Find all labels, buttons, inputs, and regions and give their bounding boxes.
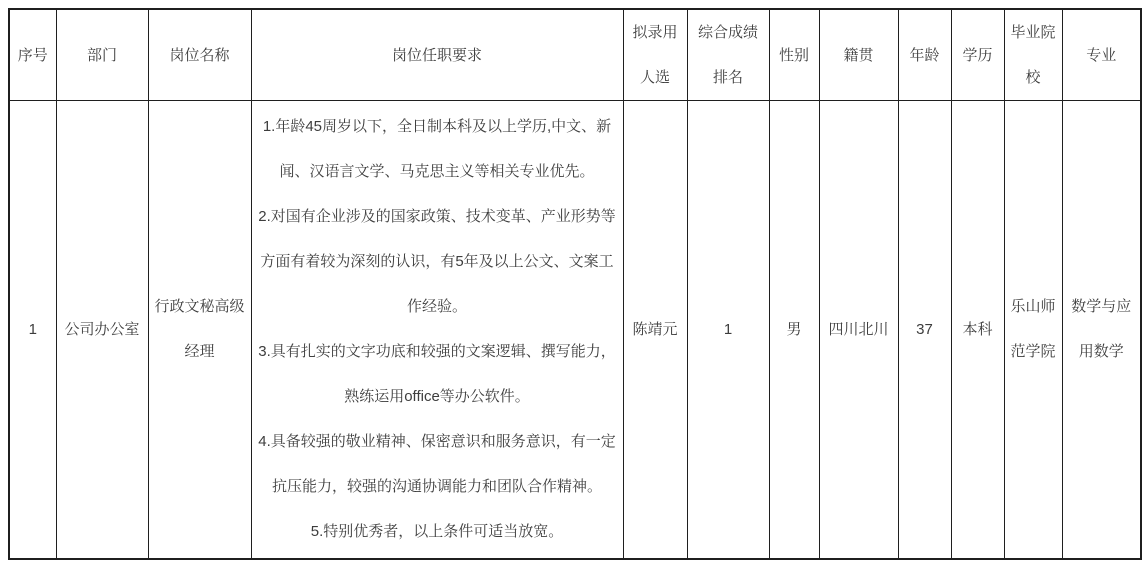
- header-gender: 性别: [769, 9, 819, 101]
- page: [0, 8, 1148, 563]
- cell-gender: 男: [769, 101, 819, 559]
- header-school: 毕业院校: [1004, 9, 1062, 101]
- cell-department: 公司办公室: [56, 101, 148, 559]
- header-candidate: 拟录用人选: [623, 9, 687, 101]
- header-age: 年龄: [898, 9, 951, 101]
- cell-position: 行政文秘高级经理: [148, 101, 251, 559]
- header-rank: 综合成绩排名: [687, 9, 769, 101]
- header-education: 学历: [951, 9, 1004, 101]
- requirement-item: 2.对国有企业涉及的国家政策、技术变革、产业形势等方面有着较为深刻的认识，有5年及以上公文、文案工作经验。: [258, 208, 616, 316]
- cell-seq: 1: [9, 101, 56, 559]
- header-position: 岗位名称: [148, 9, 251, 101]
- cell-age: 37: [898, 101, 951, 559]
- header-native-place: 籍贯: [819, 9, 898, 101]
- recruitment-table: [8, 8, 1142, 560]
- header-requirements: 岗位任职要求: [251, 9, 623, 101]
- requirement-item: 5.特别优秀者，以上条件可适当放宽。: [310, 523, 564, 541]
- table-row: [9, 101, 1141, 559]
- cell-requirements: [251, 101, 623, 559]
- cell-rank: 1: [687, 101, 769, 559]
- header-department: 部门: [56, 9, 148, 101]
- cell-native-place: 四川北川: [819, 101, 898, 559]
- cell-candidate: 陈靖元: [623, 101, 687, 559]
- header-major: 专业: [1062, 9, 1141, 101]
- header-seq: 序号: [9, 9, 56, 101]
- cell-major: 数学与应用数学: [1062, 101, 1141, 559]
- requirement-item: 3.具有扎实的文字功底和较强的文案逻辑、撰写能力，熟练运用office等办公软件。: [258, 343, 616, 406]
- cell-school: 乐山师范学院: [1004, 101, 1062, 559]
- requirement-item: 1.年龄45周岁以下，全日制本科及以上学历,中文、新闻、汉语言文学、马克思主义等相关专业优先。: [262, 118, 612, 181]
- requirement-item: 4.具备较强的敬业精神、保密意识和服务意识，有一定抗压能力，较强的沟通协调能力和团队合作精神。: [258, 433, 616, 496]
- table-header-row: [9, 9, 1141, 101]
- cell-education: 本科: [951, 101, 1004, 559]
